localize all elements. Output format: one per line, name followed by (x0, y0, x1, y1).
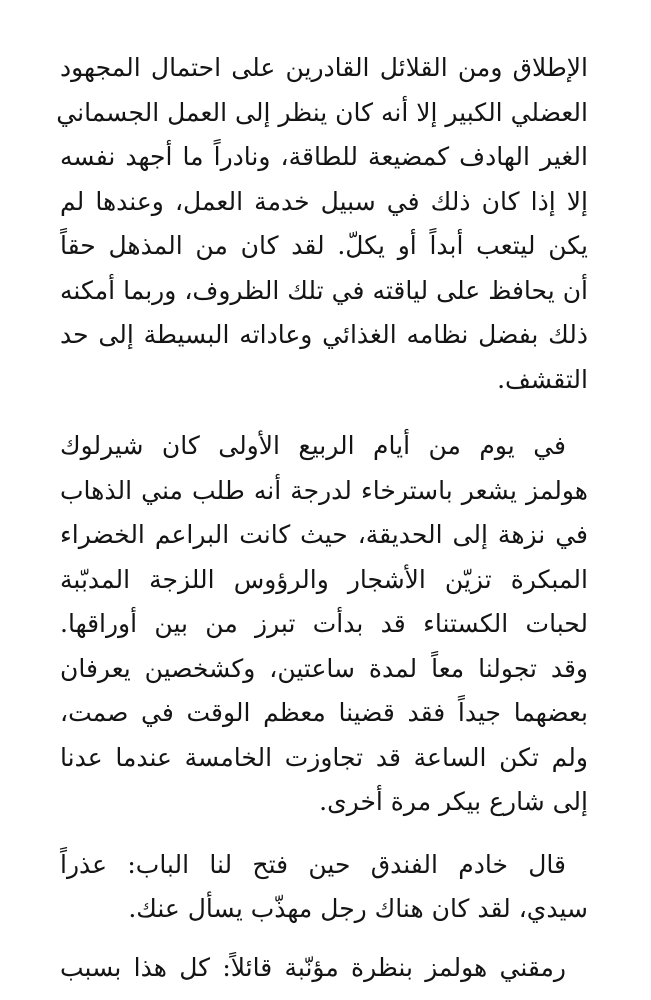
paragraph-line: رمقني هولمز بنظرة مؤنّبة قائلاً: كل هذا بسبب (60, 952, 566, 982)
paragraph-line: الغير الهادف كمضيعة للطاقة، ونادراً ما أجهد نفسه (60, 142, 588, 171)
paragraph-3 (60, 843, 588, 932)
paragraph-4 (60, 946, 588, 991)
paragraph-line: ذلك بفضل نظامه الغذائي وعاداته البسيطة إلى حد (60, 320, 588, 349)
paragraph-line: بعضهما جيداً فقد قضينا معظم الوقت في صمت، (60, 698, 588, 727)
paragraph-line: أن يحافظ على لياقته في تلك الظروف، وربما أمكنه (60, 275, 588, 305)
paragraph-line: سيدي، لقد كان هناك رجل مهذّب يسأل عنك. (128, 894, 588, 923)
paragraph-line: لحبات الكستناء قد بدأت تبرز من بين أوراقها. (60, 609, 588, 638)
paragraph-line: الإطلاق ومن القلائل القادرين على احتمال المجهود (60, 53, 588, 82)
paragraph-line: قال خادم الفندق حين فتح لنا الباب: عذراً (60, 849, 566, 879)
paragraph-2 (60, 424, 588, 825)
paragraph-line: ولم تكن الساعة قد تجاوزت الخامسة عندما عدنا (60, 742, 588, 772)
paragraph-line: يكن ليتعب أبداً أو يكلّ. لقد كان من المذهل حقاً (60, 231, 588, 260)
paragraph-line: في يوم من أيام الربيع الأولى كان شيرلوك (60, 431, 566, 460)
book-page (56, 46, 588, 990)
paragraph-line: التقشف. (497, 364, 588, 394)
paragraph-line: وقد تجولنا معاً لمدة ساعتين، وكشخصين يعرفان (60, 653, 588, 683)
paragraph-line: العضلي الكبير إلا أنه كان ينظر إلى العمل الجسماني (56, 97, 588, 127)
paragraph-line: هولمز يشعر باسترخاء لدرجة أنه طلب مني الذهاب (60, 475, 588, 505)
paragraph-line: إلى شارع بيكر مرة أخرى. (319, 787, 588, 816)
paragraph-line: في نزهة إلى الحديقة، حيث كانت البراعم الخضراء (60, 520, 588, 549)
paragraph-line: المبكرة تزيّن الأشجار والرؤوس اللزجة المدبّبة (60, 564, 588, 594)
paragraph-1 (56, 46, 588, 402)
paragraph-line: إلا إذا كان ذلك في سبيل خدمة العمل، وعندها لم (60, 186, 588, 216)
